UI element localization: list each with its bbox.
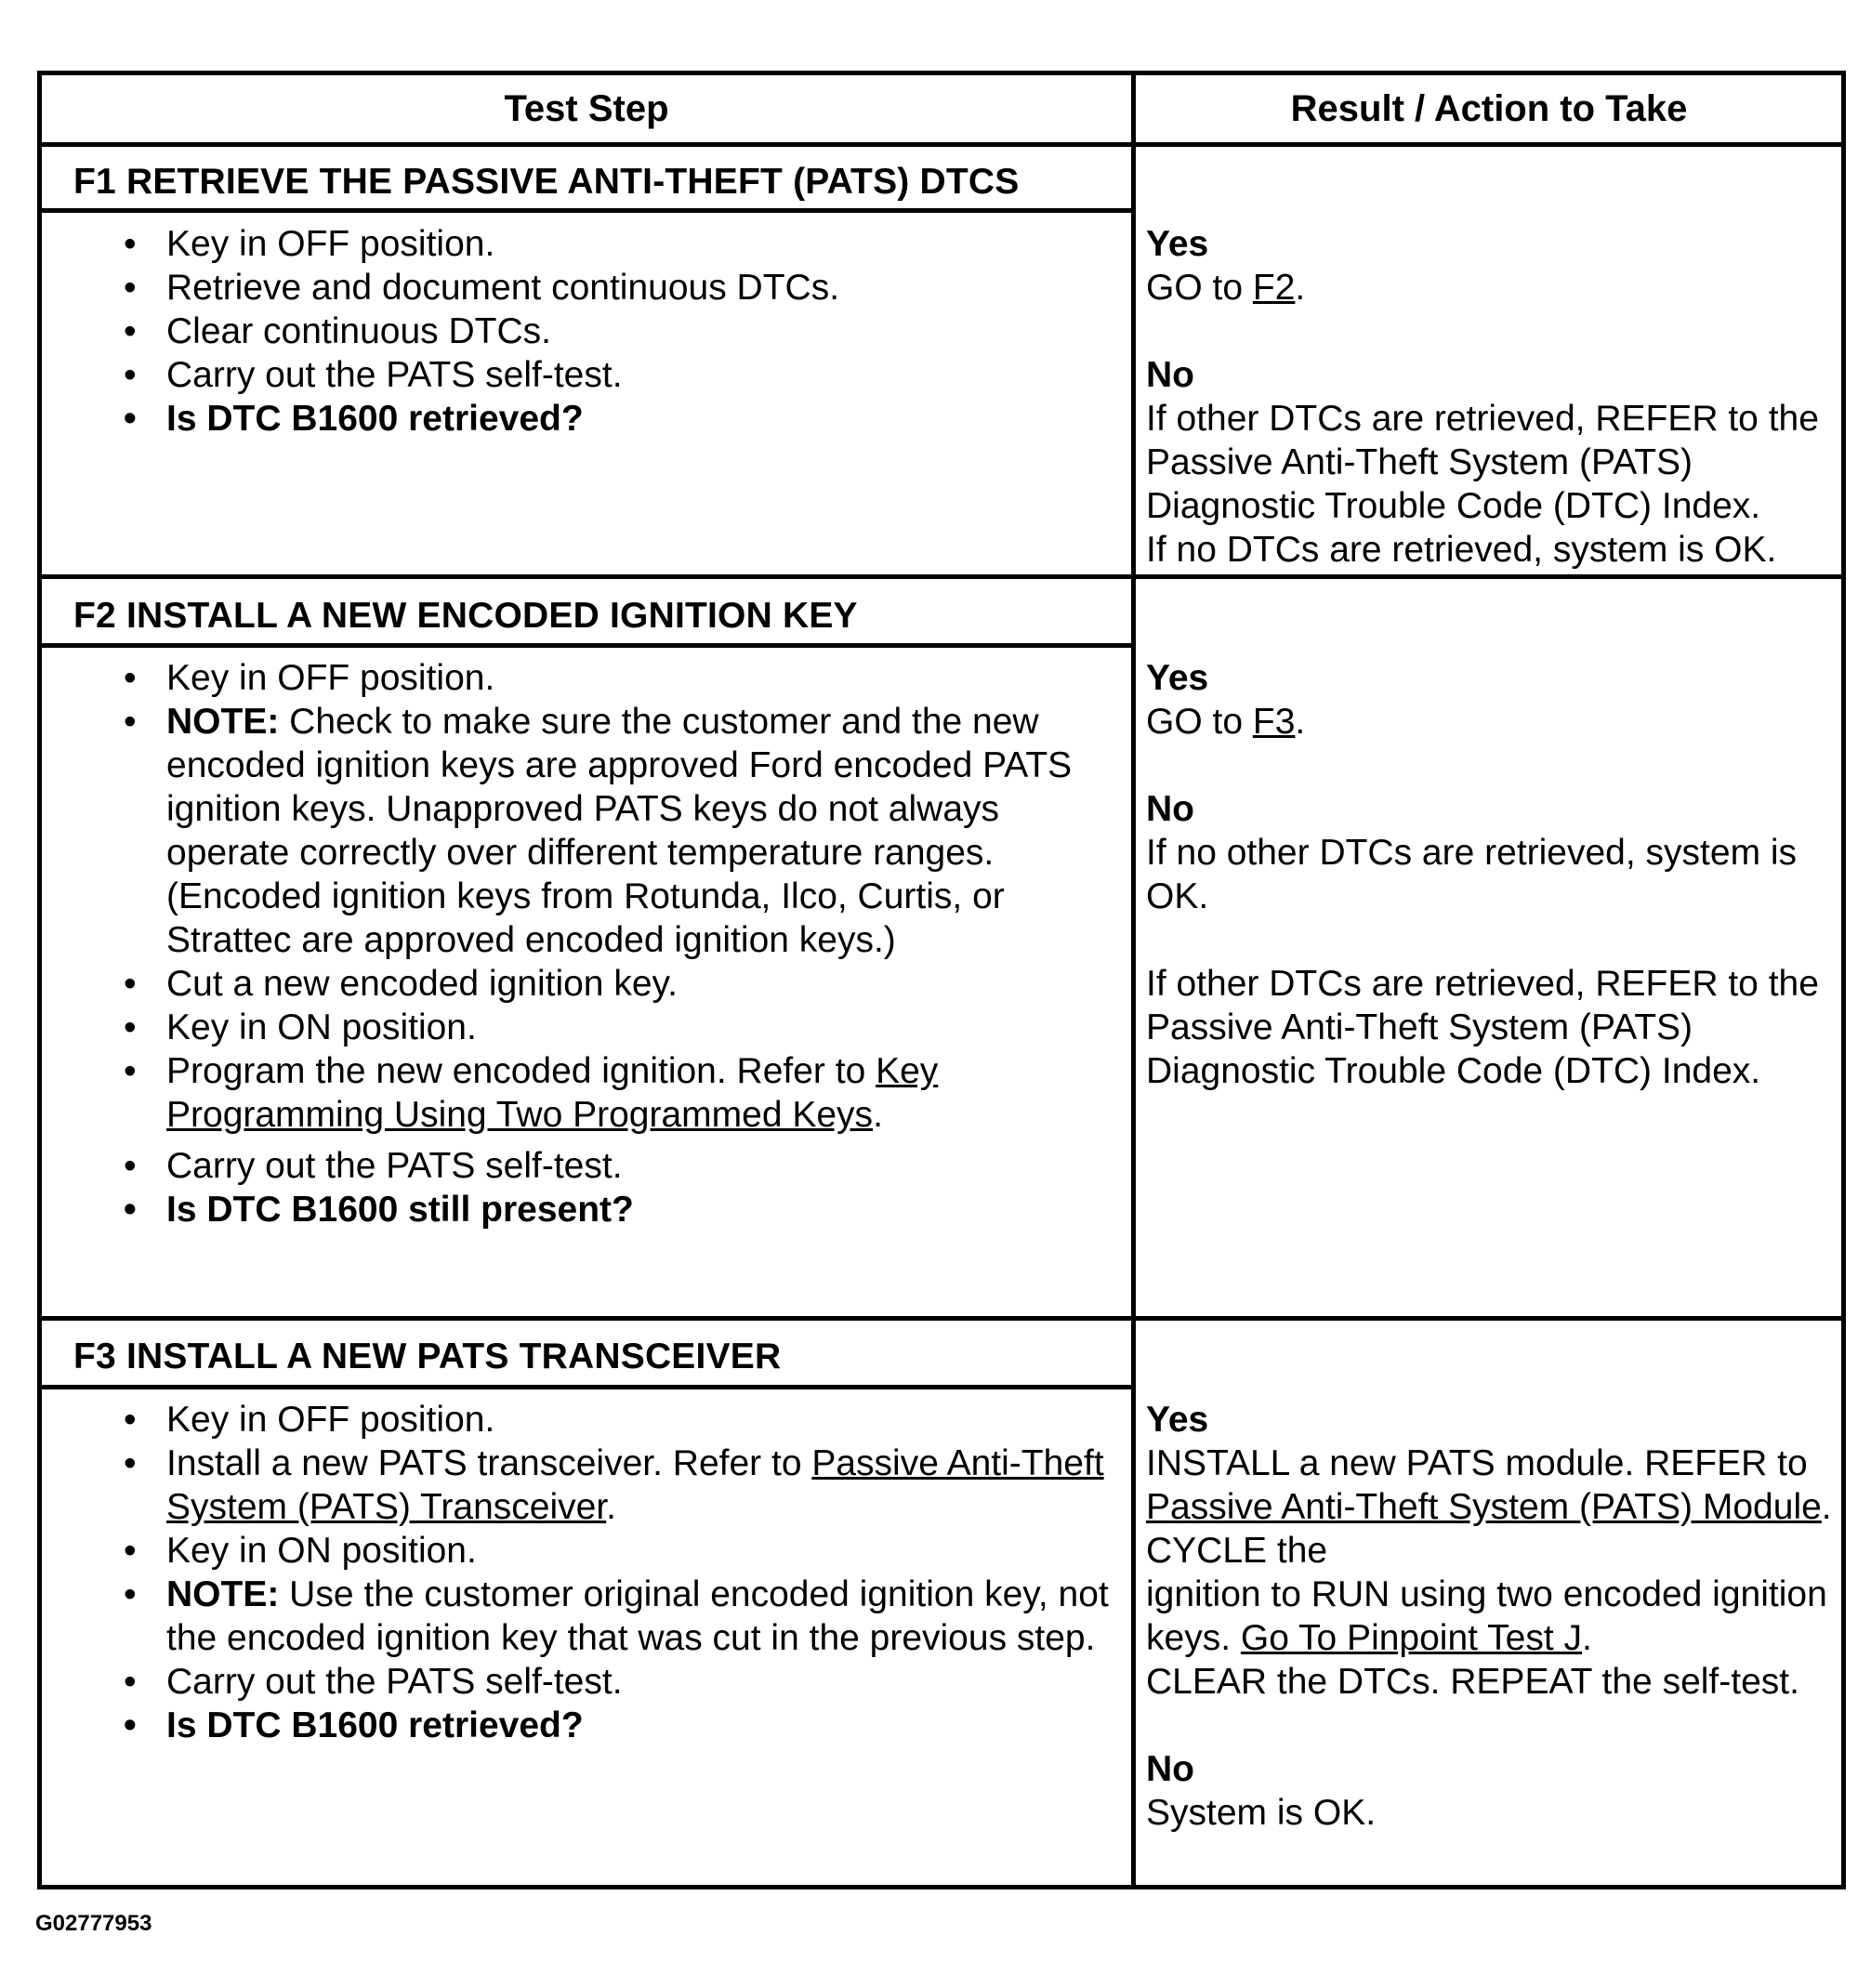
pinpoint-test-j-link[interactable]: Go To Pinpoint Test J [1240, 1618, 1582, 1658]
f2-yes-text: GO to [1146, 702, 1253, 742]
f2-title-divider [42, 643, 1131, 648]
f2-no-label: No [1146, 789, 1194, 829]
header-result-action: Result / Action to Take [1290, 87, 1688, 129]
f3-link[interactable]: F3 [1252, 702, 1296, 742]
f3-no-label: No [1146, 1749, 1194, 1789]
f1-no-label: No [1146, 355, 1194, 395]
f1-step-3: • Clear continuous DTCs. [73, 309, 1119, 353]
f3-no-text: System is OK. [1146, 1793, 1377, 1833]
key-programming-link[interactable]: Key Programming Using Two Programmed Keys [166, 1051, 939, 1135]
header-test-step: Test Step [504, 87, 669, 129]
f2-step-list [73, 656, 1119, 1231]
f2-step-5: • Program the new encoded ignition. Refer to Key Programming Using Two Programmed Keys. [73, 1049, 1119, 1137]
f2-note-text: Check to make sure the customer and the new encoded ignition keys are approved Ford encoded PATS ignition keys. Unapproved PATS keys do not always operate correctly over different temperature ranges. (Encoded ignition keys from Rotunda, Ilco, Curtis, or Strattec are approved encoded ignition keys.) [166, 702, 1073, 960]
f1-step-2: • Retrieve and document continuous DTCs. [73, 266, 1119, 309]
f3-yes-text-1: INSTALL a new PATS module. REFER to [1146, 1443, 1808, 1483]
f2-step-5-text: Program the new encoded ignition. Refer to [166, 1051, 876, 1091]
f2-no-text-1: If no other DTCs are retrieved, system is OK. [1146, 833, 1798, 916]
f3-yes-action-1 [1146, 1442, 1852, 1573]
f1-title: F1 RETRIEVE THE PASSIVE ANTI-THEFT (PATS) DTCS [73, 162, 1020, 202]
f3-question: • Is DTC B1600 retrieved? [73, 1704, 1119, 1747]
f3-step-2-text: Install a new PATS transceiver. Refer to [166, 1443, 812, 1483]
f1-no-text-2: If no DTCs are retrieved, system is OK. [1146, 530, 1777, 570]
f2-step-1: • Key in OFF position. [73, 656, 1119, 700]
column-divider [1131, 75, 1136, 1885]
f1-yes-action: GO to F2. [1146, 268, 1306, 308]
f2-note [73, 700, 1119, 962]
f2-step-6: • Carry out the PATS self-test. [73, 1144, 1119, 1188]
f1-question: • Is DTC B1600 retrieved? [73, 397, 1119, 441]
f2-divider [42, 1316, 1841, 1321]
f1-step-list [73, 222, 1119, 441]
f3-result [1146, 1398, 1852, 1835]
f2-step-3: • Cut a new encoded ignition key. [73, 962, 1119, 1006]
diagnostic-table [37, 71, 1846, 1889]
f1-yes-label: Yes [1146, 224, 1209, 264]
f1-result [1146, 222, 1852, 572]
f3-yes-text-4: CLEAR the DTCs. REPEAT the self-test. [1146, 1662, 1799, 1702]
f1-step-4: • Carry out the PATS self-test. [73, 353, 1119, 397]
f3-note [73, 1573, 1119, 1660]
f3-step-list [73, 1398, 1119, 1747]
f3-title-divider [42, 1385, 1131, 1389]
f3-step-5: • Carry out the PATS self-test. [73, 1660, 1119, 1704]
pats-transceiver-link[interactable]: Passive Anti-Theft System (PATS) Transceiver [166, 1443, 1104, 1527]
header-divider [42, 142, 1841, 147]
f2-no-text-2: If other DTCs are retrieved, REFER to the Passive Anti-Theft System (PATS) Diagnostic Trouble Code (DTC) Index. [1146, 964, 1819, 1091]
f1-no-text-1: If other DTCs are retrieved, REFER to the Passive Anti-Theft System (PATS) Diagnostic Trouble Code (DTC) Index. [1146, 399, 1819, 526]
f1-yes-text: GO to [1146, 268, 1253, 308]
pats-module-link[interactable]: Passive Anti-Theft System (PATS) Module [1146, 1487, 1822, 1527]
f3-yes-text-2: . CYCLE the [1146, 1487, 1832, 1571]
f2-note-label: NOTE: [166, 702, 280, 742]
f2-step-4: • Key in ON position. [73, 1006, 1119, 1049]
f2-title: F2 INSTALL A NEW ENCODED IGNITION KEY [73, 596, 858, 636]
f3-note-label: NOTE: [166, 1574, 280, 1614]
f1-divider [42, 574, 1841, 579]
f2-question: • Is DTC B1600 still present? [73, 1188, 1119, 1231]
f2-yes-label: Yes [1146, 658, 1209, 698]
f3-step-1: • Key in OFF position. [73, 1398, 1119, 1442]
f3-yes-label: Yes [1146, 1400, 1209, 1440]
f3-step-3: • Key in ON position. [73, 1529, 1119, 1573]
f2-link[interactable]: F2 [1252, 268, 1296, 308]
f1-step-1: • Key in OFF position. [73, 222, 1119, 266]
f3-note-text: Use the customer original encoded ignition key, not the encoded ignition key that was cut in the previous step. [166, 1574, 1109, 1658]
f2-yes-action: GO to F3. [1146, 702, 1306, 742]
f1-title-divider [42, 208, 1131, 213]
f2-result [1146, 656, 1852, 1093]
f3-step-2: • Install a new PATS transceiver. Refer to Passive Anti-Theft System (PATS) Transceiver. [73, 1442, 1119, 1529]
f3-yes-action-2: ignition to RUN using two encoded ignition keys. Go To Pinpoint Test J. [1146, 1574, 1827, 1658]
f3-title: F3 INSTALL A NEW PATS TRANSCEIVER [73, 1336, 782, 1376]
f3-yes-text-3: ignition to RUN using two encoded ignition keys. [1146, 1574, 1827, 1658]
figure-id: G02777953 [35, 1911, 152, 1936]
